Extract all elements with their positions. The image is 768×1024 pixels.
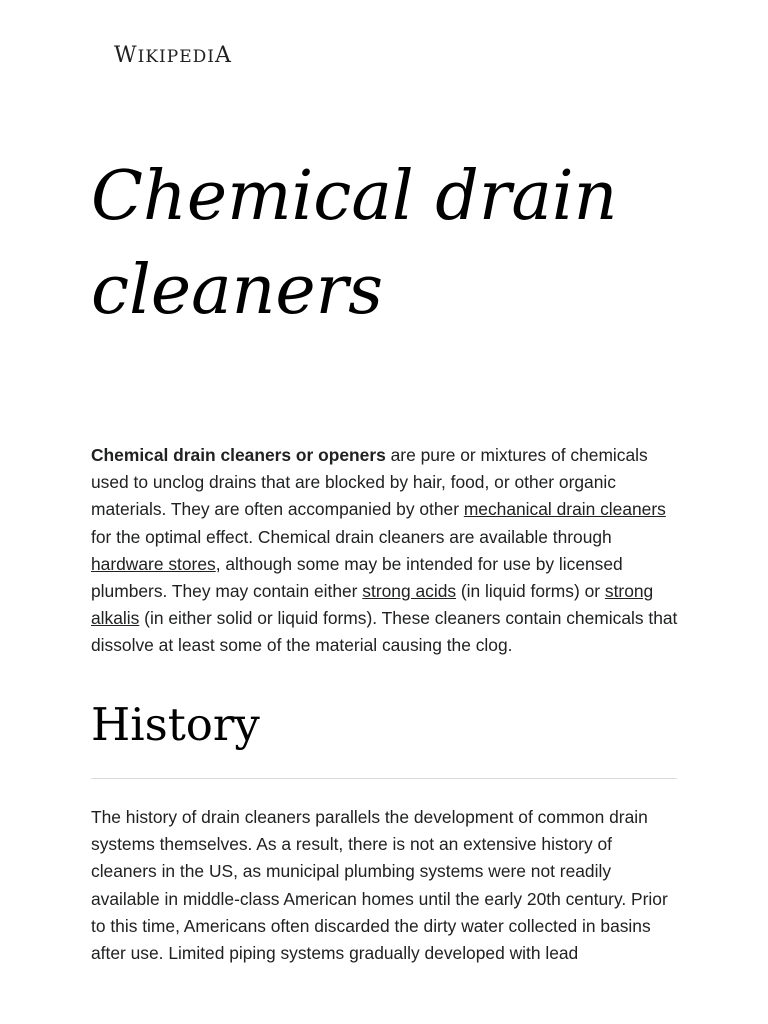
history-paragraph: The history of drain cleaners parallels the development of common drain systems themselves. As a result, there is not an extensive history of cleaners in the US, as municipal plumbing systems were not readily available in middle-class American homes until the early 20th century. Prior to this time, Americans often discarded the dirty water collected in basins after use. Limited piping systems gradually developed with lead — [91, 807, 668, 964]
intro-bold-lead: Chemical drain cleaners or openers — [91, 445, 386, 465]
section-heading-history: History — [91, 694, 677, 779]
intro-text-2: for the optimal effect. Chemical drain cleaners are available through — [91, 526, 612, 547]
intro-text-1: are pure or mixtures of chemicals used to unclog drains that are blocked by hair, food, or other organic materials. They are often accompanied by other — [91, 445, 648, 520]
intro-text-4: (in liquid forms) or — [456, 581, 605, 602]
intro-text-3: , although some may be intended for use by licensed plumbers. They may contain either — [91, 553, 623, 602]
link-mechanical-drain-cleaners[interactable]: mechanical drain cleaners — [463, 499, 666, 520]
link-strong-alkalis[interactable]: strong alkalis — [91, 581, 654, 629]
link-hardware-stores[interactable]: hardware stores — [91, 553, 216, 574]
intro-paragraph — [91, 442, 679, 660]
page-title: Chemical drain cleaners — [91, 157, 618, 330]
wikipedia-wordmark[interactable] — [114, 42, 232, 71]
intro-text-5: (in either solid or liquid forms). These cleaners contain chemicals that dissolve at least some of the material causing the clog. — [91, 608, 678, 656]
wordmark-text: WIKIPEDIA — [114, 43, 232, 68]
link-strong-acids[interactable]: strong acids — [362, 581, 457, 602]
article-intro — [91, 442, 679, 660]
